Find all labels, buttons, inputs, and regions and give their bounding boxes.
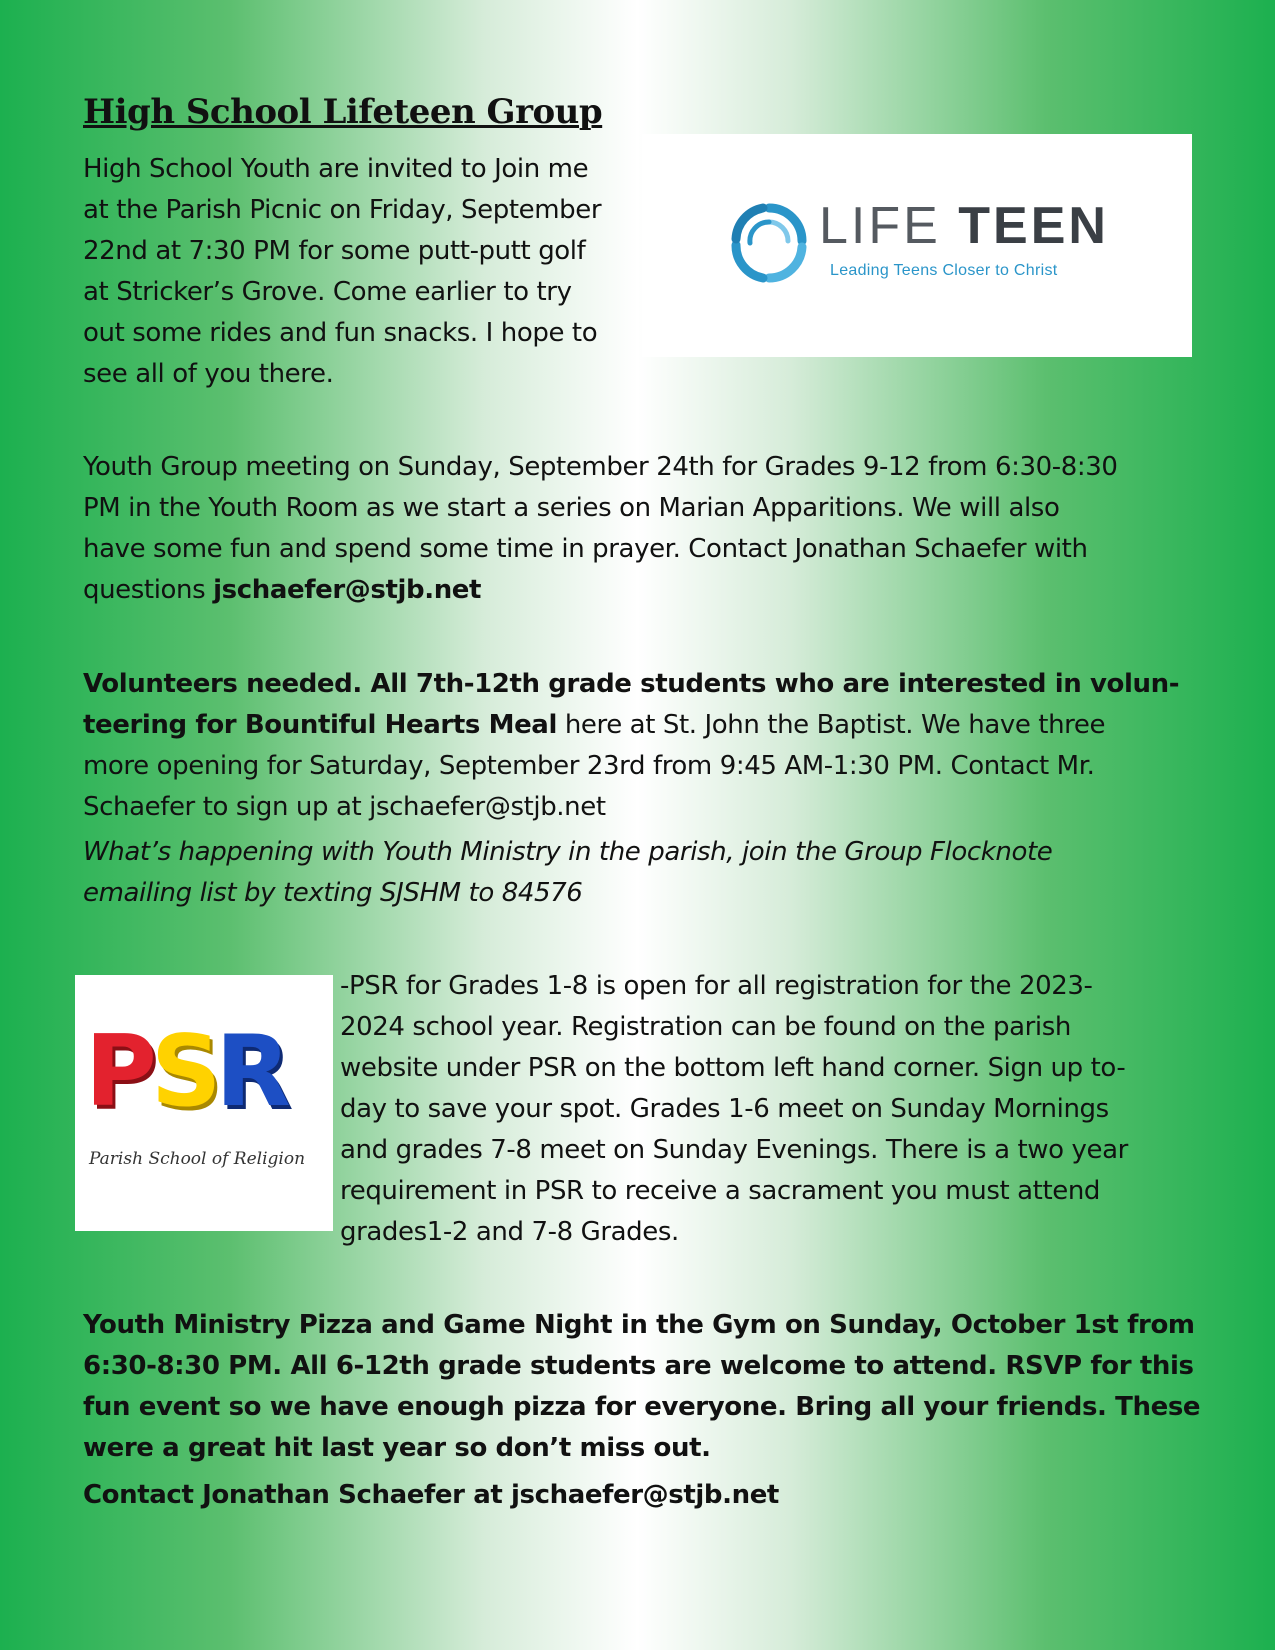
picnic-paragraph [83, 149, 643, 395]
psr-line: requirement in PSR to receive a sacrament you must attend [340, 1176, 1101, 1206]
volunteers-rest: here at St. John the Baptist. We have three [556, 710, 1106, 740]
psr-line: website under PSR on the bottom left hand corner. Sign up to- [340, 1053, 1126, 1083]
youth-group-line [83, 570, 1213, 611]
picnic-line: at Stricker’s Grove. Come earlier to try [83, 277, 572, 307]
psr-paragraph [340, 966, 1220, 1253]
pizza-night-line: were a great hit last year so don’t miss out. [83, 1433, 711, 1463]
volunteers-line: Schaefer to sign up at jschaefer@stjb.net [83, 792, 606, 822]
psr-letter-r: R [215, 1015, 285, 1129]
lifeteen-name-life: LIFE [819, 197, 941, 255]
lifeteen-name-teen: TEEN [958, 197, 1109, 255]
volunteers-paragraph [83, 664, 1213, 828]
psr-letter-s: S [150, 1015, 216, 1129]
psr-line: and grades 7-8 meet on Sunday Evenings. There is a two year [340, 1135, 1128, 1165]
psr-line: -PSR for Grades 1-8 is open for all registration for the 2023- [340, 971, 1093, 1001]
questions-label: questions [83, 575, 214, 605]
psr-logo [75, 975, 333, 1231]
pizza-night-line: Youth Ministry Pizza and Game Night in the Gym on Sunday, October 1st from [83, 1310, 1195, 1340]
psr-tagline: Parish School of Religion [89, 1149, 306, 1169]
pizza-night-line: 6:30-8:30 PM. All 6-12th grade students are welcome to attend. RSVP for this [83, 1351, 1194, 1381]
psr-line: grades1-2 and 7-8 Grades. [340, 1217, 679, 1247]
contact-email: jschaefer@stjb.net [213, 575, 482, 605]
psr-letter-p: P [85, 1015, 151, 1129]
youth-group-line: Youth Group meeting on Sunday, September 24th for Grades 9-12 from 6:30-8:30 [83, 452, 1118, 482]
flocknote-line: What’s happening with Youth Ministry in the parish, join the Group Flocknote [83, 837, 1053, 867]
flocknote-line: emailing list by texting SJSHM to 84576 [83, 878, 583, 908]
lifeteen-swirl-icon [730, 202, 808, 284]
psr-line: 2024 school year. Registration can be found on the parish [340, 1012, 1071, 1042]
pizza-night-paragraph [83, 1305, 1213, 1516]
lifeteen-logo [642, 134, 1192, 357]
lifeteen-tagline: Leading Teens Closer to Christ [830, 262, 1058, 279]
psr-line: day to save your spot. Grades 1-6 meet on Sunday Mornings [340, 1094, 1109, 1124]
volunteers-line: Volunteers needed. All 7th-12th grade students who are interested in volun- [83, 669, 1180, 699]
volunteers-line [83, 705, 1213, 746]
picnic-line: 22nd at 7:30 PM for some putt-putt golf [83, 236, 586, 266]
page-title: High School Lifeteen Group [83, 92, 603, 132]
picnic-line: at the Parish Picnic on Friday, September [83, 195, 602, 225]
volunteers-line: more opening for Saturday, September 23rd from 9:45 AM-1:30 PM. Contact Mr. [83, 751, 1095, 781]
pizza-night-line: fun event so we have enough pizza for everyone. Bring all your friends. These [83, 1392, 1201, 1422]
youth-group-line: have some fun and spend some time in prayer. Contact Jonathan Schaefer with [83, 534, 1088, 564]
picnic-line: see all of you there. [83, 359, 334, 389]
youth-group-paragraph [83, 447, 1213, 611]
youth-group-line: PM in the Youth Room as we start a series on Marian Apparitions. We will also [83, 493, 1060, 523]
volunteers-bold: teering for Bountiful Hearts Meal [83, 710, 557, 740]
picnic-line: High School Youth are invited to Join me [83, 154, 589, 184]
flocknote-paragraph [83, 832, 1213, 914]
lifeteen-name [819, 197, 1109, 255]
psr-letters [85, 1015, 285, 1129]
pizza-night-contact: Contact Jonathan Schaefer at jschaefer@stjb.net [83, 1480, 779, 1510]
picnic-line: out some rides and fun snacks. I hope to [83, 318, 598, 348]
